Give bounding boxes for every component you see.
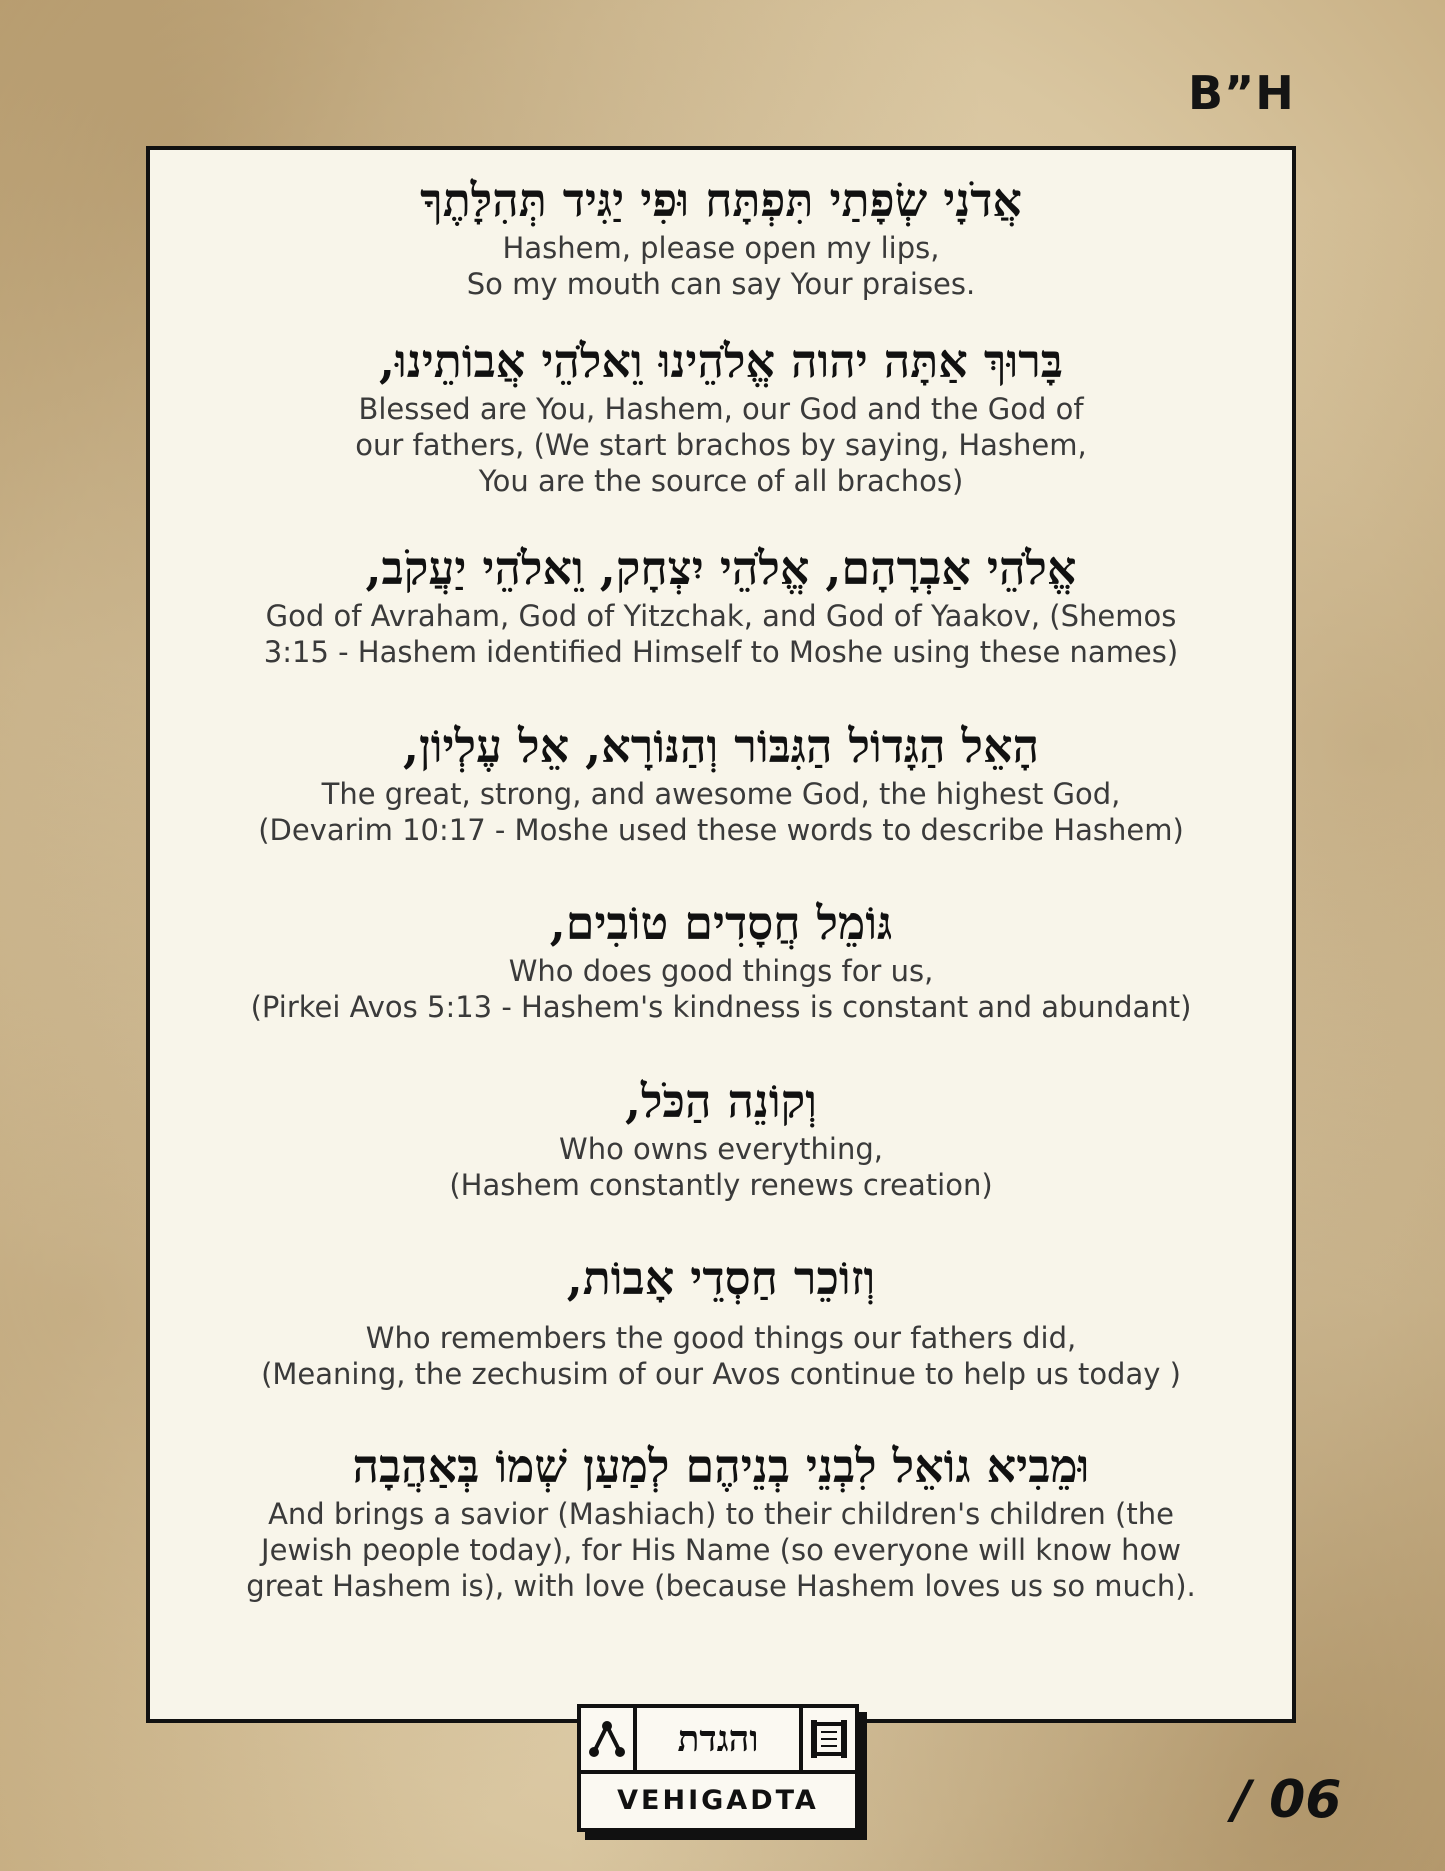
prayer-section bbox=[150, 1073, 1292, 1203]
translation-line: Who owns everything, bbox=[559, 1132, 883, 1166]
vehigadta-logo bbox=[577, 1704, 859, 1832]
translation-line: Blessed are You, Hashem, our God and the God of bbox=[358, 392, 1084, 426]
translation-line: 3:15 - Hashem identified Himself to Moshe using these names) bbox=[263, 635, 1179, 669]
prayer-section bbox=[150, 895, 1292, 1025]
logo-latin-text: VEHIGADTA bbox=[617, 1785, 819, 1816]
page-number: / 06 bbox=[1232, 1770, 1342, 1830]
translation-line: great Hashem is), with love (because Hashem loves us so much). bbox=[246, 1569, 1196, 1603]
translation-line: The great, strong, and awesome God, the highest God, bbox=[321, 777, 1121, 811]
prayer-section bbox=[150, 540, 1292, 670]
prayer-section bbox=[150, 1250, 1292, 1392]
english-translation bbox=[150, 953, 1292, 1025]
translation-line: (Pirkei Avos 5:13 - Hashem's kindness is constant and abundant) bbox=[250, 990, 1192, 1024]
translation-line: God of Avraham, God of Yitzchak, and God of Yaakov, (Shemos bbox=[265, 599, 1177, 633]
scroll-icon bbox=[799, 1708, 855, 1770]
logo-hebrew-text: והגדת bbox=[677, 1718, 759, 1760]
logo-box bbox=[577, 1704, 859, 1832]
prayer-section bbox=[150, 333, 1292, 499]
english-translation bbox=[150, 391, 1292, 499]
english-translation bbox=[150, 1496, 1292, 1604]
translation-line: So my mouth can say Your praises. bbox=[466, 267, 976, 301]
translation-line: (Meaning, the zechusim of our Avos continue to help us today ) bbox=[261, 1357, 1181, 1391]
hebrew-verse: אֱלֹהֵי אַבְרָהָם, אֱלֹהֵי יִצְחָק, וֵאלֹהֵי יַעֲקֹב, bbox=[365, 541, 1077, 595]
logo-top-row bbox=[581, 1708, 855, 1774]
prayer-section bbox=[150, 1438, 1292, 1604]
translation-line: Who remembers the good things our fathers did, bbox=[365, 1321, 1077, 1355]
hebrew-verse: אֲדֹנָי שְׂפָתַי תִּפְתָּח וּפִי יַגִּיד תְּהִלָּתֶךָ bbox=[420, 173, 1022, 227]
english-translation bbox=[150, 776, 1292, 848]
translation-line: And brings a savior (Mashiach) to their children's children (the bbox=[268, 1497, 1174, 1531]
translation-line: our fathers, (We start brachos by saying, Hashem, bbox=[355, 428, 1087, 462]
bh-label: B”H bbox=[1188, 66, 1295, 120]
hebrew-verse: וְזוֹכֵר חַסְדֵי אָבוֹת, bbox=[566, 1251, 876, 1305]
translation-line: (Hashem constantly renews creation) bbox=[449, 1168, 993, 1202]
translation-line: (Devarim 10:17 - Moshe used these words to describe Hashem) bbox=[258, 813, 1184, 847]
hebrew-verse: הָאֵל הַגָּדוֹל הַגִּבּוֹר וְהַנּוֹרָא, אֵל עֶלְיוֹן, bbox=[402, 719, 1040, 773]
translation-line: Jewish people today), for His Name (so everyone will know how bbox=[261, 1533, 1181, 1567]
translation-line: Who does good things for us, bbox=[508, 954, 934, 988]
prayer-card bbox=[146, 146, 1296, 1723]
translation-line: You are the source of all brachos) bbox=[478, 464, 964, 498]
english-translation bbox=[150, 230, 1292, 302]
hebrew-verse: וּמֵבִיא גוֹאֵל לִבְנֵי בְנֵיהֶם לְמַעַן שְׁמוֹ בְּאַהֲבָה bbox=[352, 1439, 1090, 1493]
nodes-icon bbox=[581, 1708, 637, 1770]
english-translation bbox=[150, 1320, 1292, 1392]
hebrew-verse: גּוֹמֵל חֲסָדִים טוֹבִים, bbox=[549, 896, 893, 950]
english-translation bbox=[150, 598, 1292, 670]
english-translation bbox=[150, 1131, 1292, 1203]
prayer-section bbox=[150, 718, 1292, 848]
hebrew-verse: בָּרוּךְ אַתָּה יהוה אֱלֹהֵינוּ וֵאלֹהֵי אֲבוֹתֵינוּ, bbox=[379, 334, 1063, 388]
hebrew-verse: וְקוֹנֵה הַכֹּל, bbox=[624, 1074, 818, 1128]
prayer-section bbox=[150, 172, 1292, 302]
translation-line: Hashem, please open my lips, bbox=[502, 231, 940, 265]
